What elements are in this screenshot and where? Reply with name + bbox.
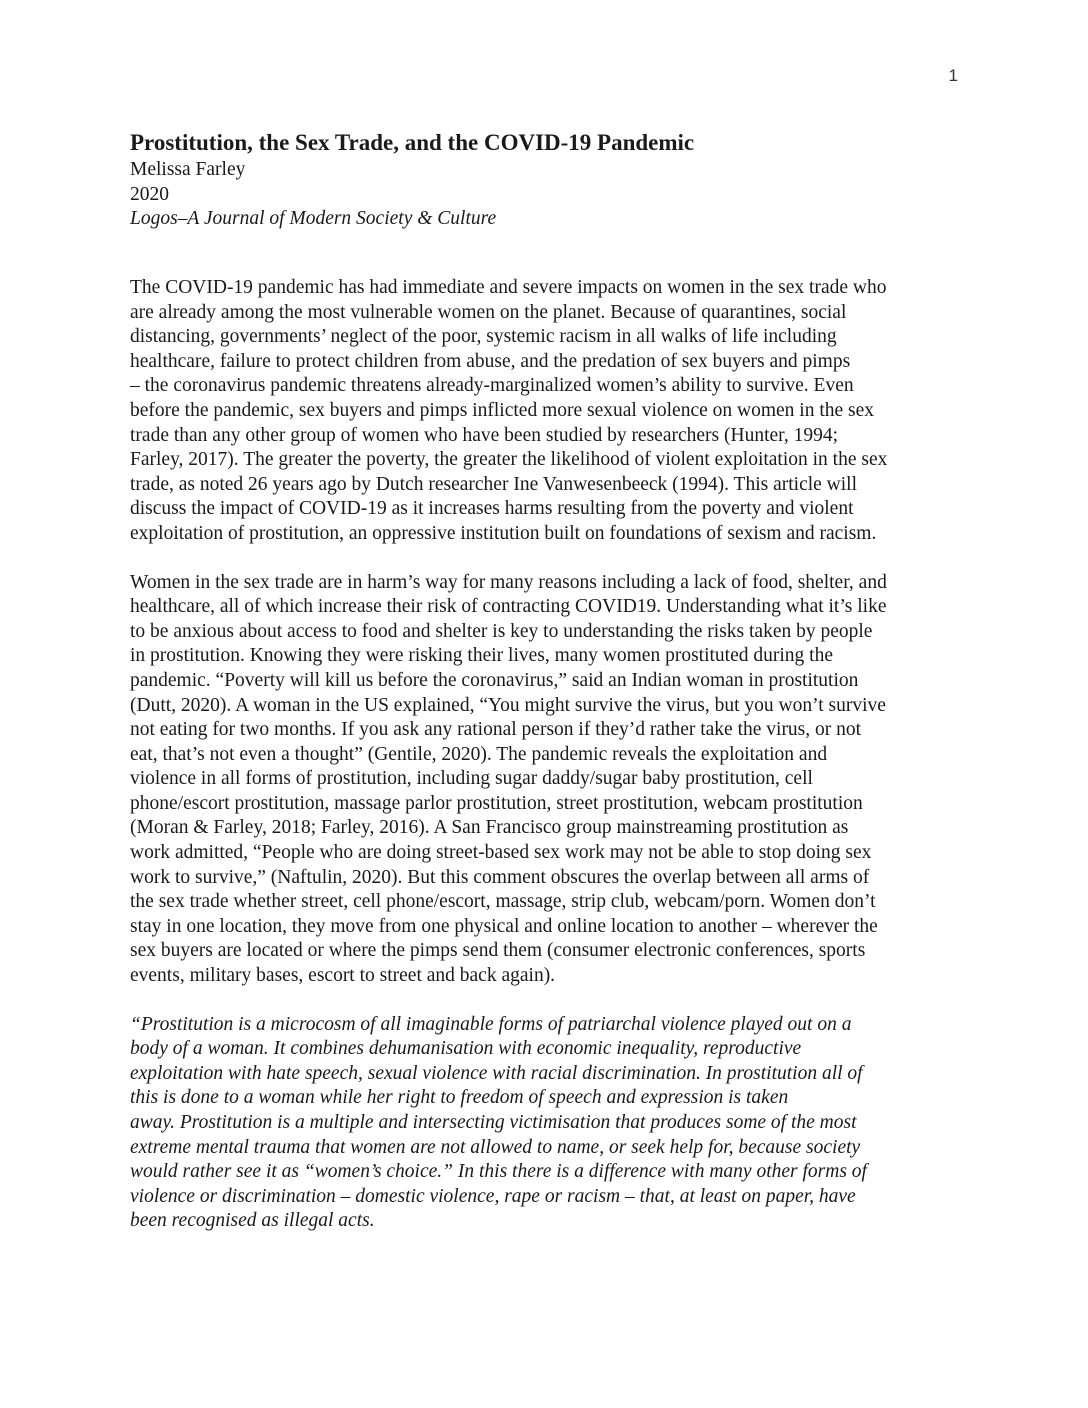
text-line: discuss the impact of COVID-19 as it increases harms resulting from the poverty and violent bbox=[130, 498, 854, 520]
text-line: in prostitution. Knowing they were risking their lives, many women prostituted during the bbox=[130, 645, 833, 667]
text-line: to be anxious about access to food and shelter is key to understanding the risks taken by people bbox=[130, 620, 873, 642]
quote-line: would rather see it as “women’s choice.” In this there is a difference with many other forms of bbox=[130, 1161, 867, 1183]
quote-line: “Prostitution is a microcosm of all imaginable forms of patriarchal violence played out on a bbox=[130, 1013, 852, 1035]
text-line: pandemic. “Poverty will kill us before the coronavirus,” said an Indian woman in prostitution bbox=[130, 669, 859, 691]
text-line: before the pandemic, sex buyers and pimps inflicted more sexual violence on women in the sex bbox=[130, 399, 875, 421]
document-header bbox=[130, 128, 960, 232]
journal-name: Logos–A Journal of Modern Society & Culture bbox=[130, 208, 497, 229]
text-line: (Dutt, 2020). A woman in the US explained, “You might survive the virus, but you won’t survive bbox=[130, 694, 886, 716]
text-line: work admitted, “People who are doing street-based sex work may not be able to stop doing sex bbox=[130, 842, 872, 864]
text-line: work to survive,” (Naftulin, 2020). But this comment obscures the overlap between all arms of bbox=[130, 866, 870, 888]
text-line: are already among the most vulnerable women on the planet. Because of quarantines, social bbox=[130, 301, 847, 323]
text-line: healthcare, all of which increase their risk of contracting COVID19. Understanding what it’s like bbox=[130, 596, 887, 618]
quote-line: been recognised as illegal acts. bbox=[130, 1210, 375, 1232]
author-name: Melissa Farley bbox=[130, 159, 246, 180]
text-line: distancing, governments’ neglect of the poor, systemic racism in all walks of life including bbox=[130, 326, 837, 348]
document-body bbox=[130, 276, 965, 1258]
publication-year: 2020 bbox=[130, 183, 169, 205]
quote-line: away. Prostitution is a multiple and intersecting victimisation that produces some of the most bbox=[130, 1112, 857, 1133]
text-line: the sex trade whether street, cell phone/escort, massage, strip club, webcam/porn. Women don’t bbox=[130, 891, 876, 913]
text-line: The COVID-19 pandemic has had immediate and severe impacts on women in the sex trade who bbox=[130, 277, 887, 298]
quote-line: exploitation with hate speech, sexual violence with racial discrimination. In prostitution all of bbox=[130, 1062, 863, 1084]
text-line: Women in the sex trade are in harm’s way for many reasons including a lack of food, shelter, and bbox=[130, 571, 887, 593]
text-line: not eating for two months. If you ask any rational person if they’d rather take the virus, or not bbox=[130, 719, 862, 741]
text-line: eat, that’s not even a thought” (Gentile, 2020). The pandemic reveals the exploitation and bbox=[130, 743, 828, 765]
text-line: phone/escort prostitution, massage parlor prostitution, street prostitution, webcam prostitution bbox=[130, 792, 863, 814]
quote-line: extreme mental trauma that women are not allowed to name, or seek help for, because society bbox=[130, 1136, 861, 1158]
text-line: stay in one location, they move from one physical and online location to another – wherever the bbox=[130, 915, 878, 937]
text-line: – the coronavirus pandemic threatens already-marginalized women’s ability to survive. Even bbox=[130, 375, 854, 397]
page-number: 1 bbox=[948, 66, 958, 85]
block-quote bbox=[130, 1013, 965, 1234]
text-line: violence in all forms of prostitution, including sugar daddy/sugar baby prostitution, cell bbox=[130, 768, 813, 790]
text-line: Farley, 2017). The greater the poverty, the greater the likelihood of violent exploitation in the sex bbox=[130, 449, 888, 471]
text-line: events, military bases, escort to street and back again). bbox=[130, 965, 556, 987]
quote-line: violence or discrimination – domestic violence, rape or racism – that, at least on paper, have bbox=[130, 1185, 856, 1207]
text-line: sex buyers are located or where the pimps send them (consumer electronic conferences, sports bbox=[130, 940, 866, 962]
text-line: (Moran & Farley, 2018; Farley, 2016). A San Francisco group mainstreaming prostitution as bbox=[130, 817, 849, 839]
text-line: trade, as noted 26 years ago by Dutch researcher Ine Vanwesenbeeck (1994). This article will bbox=[130, 473, 858, 495]
document-title: Prostitution, the Sex Trade, and the COVID-19 Pandemic bbox=[130, 130, 695, 155]
paragraph-1 bbox=[130, 276, 965, 547]
text-line: trade than any other group of women who have been studied by researchers (Hunter, 1994; bbox=[130, 424, 839, 446]
text-line: healthcare, failure to protect children from abuse, and the predation of sex buyers and pimps bbox=[130, 350, 851, 372]
quote-line: body of a woman. It combines dehumanisation with economic inequality, reproductive bbox=[130, 1038, 802, 1060]
text-line: exploitation of prostitution, an oppressive institution built on foundations of sexism and racism. bbox=[130, 522, 877, 544]
paragraph-2 bbox=[130, 571, 965, 989]
quote-line: this is done to a woman while her right to freedom of speech and expression is taken bbox=[130, 1087, 789, 1109]
